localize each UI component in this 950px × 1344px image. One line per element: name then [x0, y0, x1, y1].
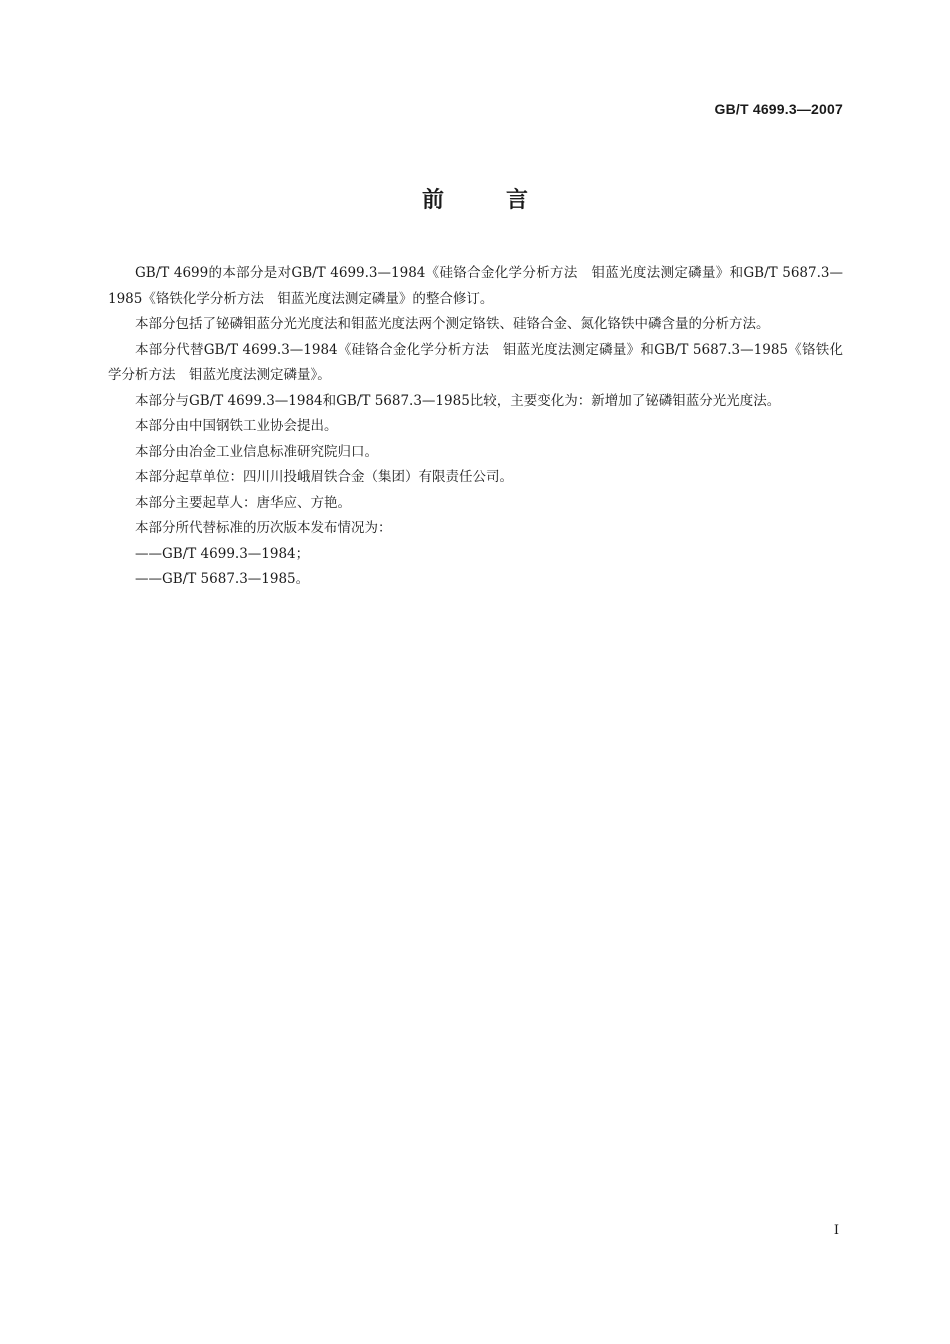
paragraph-drafters: 本部分主要起草人：唐华应、方艳。 — [135, 494, 351, 511]
foreword-body — [108, 261, 843, 593]
page-title: 前言 — [421, 188, 590, 213]
paragraph-methods: 本部分包括了铋磷钼蓝分光光度法和钼蓝光度法两个测定铬铁、硅铬合金、氮化铬铁中磷含量的分析方法。 — [135, 316, 770, 332]
history-item: ——GB/T 4699.3—1984； — [135, 545, 310, 562]
page-number: I — [833, 1223, 839, 1238]
history-item: ——GB/T 5687.3—1985。 — [135, 571, 310, 587]
paragraph-drafting-unit: 本部分起草单位：四川川投峨眉铁合金（集团）有限责任公司。 — [135, 469, 513, 485]
paragraph-changes: 本部分与GB/T 4699.3—1984和GB/T 5687.3—1985比较，主要变化为：新增加了铋磷钼蓝分光光度法。 — [135, 392, 781, 409]
paragraph-history-intro: 本部分所代替标准的历次版本发布情况为： — [135, 520, 392, 536]
paragraph-scope: GB/T 4699的本部分是对GB/T 4699.3—1984《硅铬合金化学分析方法 钼蓝光度法测定磷量》和GB/T 5687.3—1985《铬铁化学分析方法 钼蓝光度法测定磷量》的整合修订。 — [108, 265, 843, 307]
standard-number: GB/T 4699.3—2007 — [714, 101, 843, 117]
paragraph-centralized-by: 本部分由冶金工业信息标准研究院归口。 — [135, 443, 378, 460]
paragraph-proposed-by: 本部分由中国钢铁工业协会提出。 — [135, 418, 338, 434]
paragraph-replaces: 本部分代替GB/T 4699.3—1984《硅铬合金化学分析方法 钼蓝光度法测定磷量》和GB/T 5687.3—1985《铬铁化学分析方法 钼蓝光度法测定磷量》。 — [108, 341, 843, 383]
